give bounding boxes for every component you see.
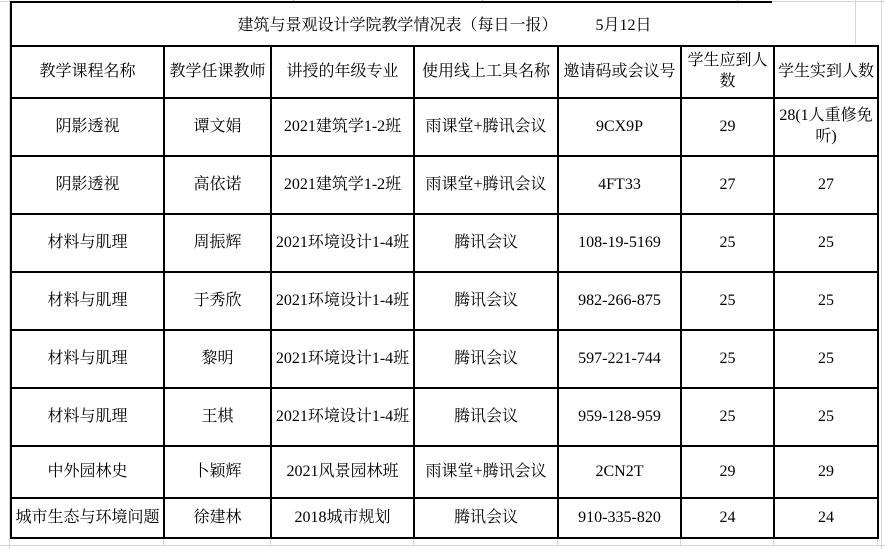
table-cell[interactable]: 2021建筑学1-2班 — [271, 98, 414, 156]
table-cell[interactable]: 城市生态与环境问题 — [11, 498, 164, 538]
table-cell[interactable]: 王棋 — [164, 388, 271, 446]
table-cell[interactable]: 24 — [681, 498, 774, 538]
table-cell[interactable]: 29 — [681, 446, 774, 498]
table-cell[interactable]: 959-128-959 — [558, 388, 681, 446]
table-row — [11, 388, 878, 446]
teaching-table — [10, 45, 879, 539]
table-row — [11, 498, 878, 538]
table-row — [11, 156, 878, 214]
table-cell[interactable]: 卜颖辉 — [164, 446, 271, 498]
table-cell[interactable]: 2021环境设计1-4班 — [271, 330, 414, 388]
table-cell[interactable]: 108-19-5169 — [558, 214, 681, 272]
table-cell[interactable]: 29 — [681, 98, 774, 156]
header-cell[interactable]: 邀请码或会议号 — [558, 46, 681, 98]
table-cell[interactable]: 材料与肌理 — [11, 214, 164, 272]
table-cell[interactable]: 雨课堂+腾讯会议 — [414, 156, 558, 214]
table-cell[interactable]: 徐建林 — [164, 498, 271, 538]
header-cell[interactable]: 教学任课教师 — [164, 46, 271, 98]
table-cell[interactable]: 982-266-875 — [558, 272, 681, 330]
table-cell[interactable]: 25 — [681, 330, 774, 388]
table-row — [11, 98, 878, 156]
table-cell[interactable]: 于秀欣 — [164, 272, 271, 330]
table-cell[interactable]: 2CN2T — [558, 446, 681, 498]
header-cell[interactable]: 学生实到人数 — [774, 46, 878, 98]
table-cell[interactable]: 材料与肌理 — [11, 330, 164, 388]
table-cell[interactable]: 2021环境设计1-4班 — [271, 214, 414, 272]
header-cell[interactable]: 学生应到人数 — [681, 46, 774, 98]
table-cell[interactable]: 腾讯会议 — [414, 330, 558, 388]
table-cell[interactable]: 阴影透视 — [11, 98, 164, 156]
page-title: 建筑与景观设计学院教学情况表（每日一报） — [237, 16, 558, 34]
title-cell[interactable] — [10, 1, 877, 45]
table-cell[interactable]: 25 — [681, 388, 774, 446]
table-cell[interactable]: 910-335-820 — [558, 498, 681, 538]
table-cell[interactable]: 腾讯会议 — [414, 272, 558, 330]
table-cell[interactable]: 2021环境设计1-4班 — [271, 388, 414, 446]
table-cell[interactable]: 27 — [774, 156, 878, 214]
table-cell[interactable]: 周振辉 — [164, 214, 271, 272]
title-date: 5月12日 — [595, 16, 652, 34]
table-row — [11, 330, 878, 388]
table-cell[interactable]: 25 — [681, 214, 774, 272]
table-row — [11, 446, 878, 498]
table-header — [11, 46, 878, 98]
table-cell[interactable]: 2018城市规划 — [271, 498, 414, 538]
table-row — [11, 214, 878, 272]
table-cell[interactable]: 27 — [681, 156, 774, 214]
table-body — [11, 98, 878, 538]
table-cell[interactable]: 28(1人重修免听) — [774, 98, 878, 156]
gridline-right — [881, 0, 882, 549]
table-cell[interactable]: 材料与肌理 — [11, 272, 164, 330]
table-cell[interactable]: 25 — [774, 214, 878, 272]
table-cell[interactable]: 597-221-744 — [558, 330, 681, 388]
table-cell[interactable]: 25 — [774, 330, 878, 388]
table-cell[interactable]: 25 — [774, 388, 878, 446]
table-cell[interactable]: 谭文娟 — [164, 98, 271, 156]
table-cell[interactable]: 24 — [774, 498, 878, 538]
table-cell[interactable]: 29 — [774, 446, 878, 498]
table-cell[interactable]: 9CX9P — [558, 98, 681, 156]
table-cell[interactable]: 雨课堂+腾讯会议 — [414, 98, 558, 156]
table-cell[interactable]: 2021建筑学1-2班 — [271, 156, 414, 214]
table-cell[interactable]: 腾讯会议 — [414, 214, 558, 272]
table-cell[interactable]: 阴影透视 — [11, 156, 164, 214]
table-cell[interactable]: 黎明 — [164, 330, 271, 388]
table-cell[interactable]: 腾讯会议 — [414, 498, 558, 538]
header-cell[interactable]: 讲授的年级专业 — [271, 46, 414, 98]
table-cell[interactable]: 2021风景园林班 — [271, 446, 414, 498]
table-cell[interactable]: 雨课堂+腾讯会议 — [414, 446, 558, 498]
table-cell[interactable]: 腾讯会议 — [414, 388, 558, 446]
table-cell[interactable]: 4FT33 — [558, 156, 681, 214]
table-row — [11, 272, 878, 330]
table-cell[interactable]: 高依诺 — [164, 156, 271, 214]
table-cell[interactable]: 25 — [681, 272, 774, 330]
table-cell[interactable]: 25 — [774, 272, 878, 330]
table-cell[interactable]: 材料与肌理 — [11, 388, 164, 446]
gridline-bottom — [0, 545, 885, 546]
header-cell[interactable]: 使用线上工具名称 — [414, 46, 558, 98]
header-row — [11, 46, 878, 98]
table-cell[interactable]: 中外园林史 — [11, 446, 164, 498]
table-cell[interactable]: 2021环境设计1-4班 — [271, 272, 414, 330]
header-cell[interactable]: 教学课程名称 — [11, 46, 164, 98]
